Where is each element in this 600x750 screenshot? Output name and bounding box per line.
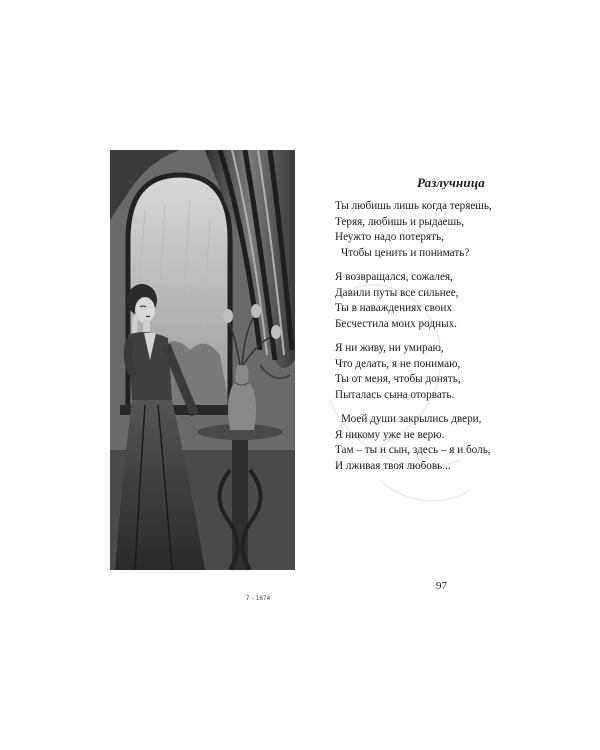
poem-line: Давили путы все сильнее, <box>335 286 459 299</box>
poem-line: Моей души закрылись двери, <box>341 413 482 425</box>
poem-line: Там – ты и сын, здесь – я и боль, <box>335 444 491 456</box>
poem-line: Я возвращался, сожалея, <box>335 271 453 283</box>
poem-line: И лживая твоя любовь... <box>335 459 451 472</box>
ink-wash-drawing <box>110 150 295 570</box>
poem <box>333 175 533 483</box>
poem-line: Ты любишь лишь когда теряешь, <box>335 200 492 212</box>
poem-line: Ты от меня, чтобы донять, <box>335 373 461 385</box>
stanza-2 <box>333 270 533 332</box>
poem-line: Бесчестила моих родных. <box>335 317 457 330</box>
poem-line: Что делать, я не понимаю, <box>335 357 461 370</box>
poem-line: Я никому уже не верю. <box>335 428 445 441</box>
signature-mark: 7 - 1674 <box>246 596 271 602</box>
poem-line: Я ни живу, ни умираю, <box>335 342 444 354</box>
poem-title: Разлучница <box>417 175 485 190</box>
stanza-4 <box>333 412 533 474</box>
poem-line: Теряя, любишь и рыдаешь, <box>335 215 465 228</box>
stanza-3 <box>333 341 533 403</box>
stanza-1 <box>333 199 533 261</box>
page-number: 97 <box>436 580 447 592</box>
poem-line: Чтобы ценить и понимать? <box>341 246 470 259</box>
poem-line: Пыталась сына оторвать. <box>335 388 455 401</box>
poem-line: Ты в наваждениях своих <box>335 302 452 314</box>
poem-line: Неужто надо потерять, <box>335 231 444 243</box>
woman-at-window-illustration <box>110 150 295 570</box>
